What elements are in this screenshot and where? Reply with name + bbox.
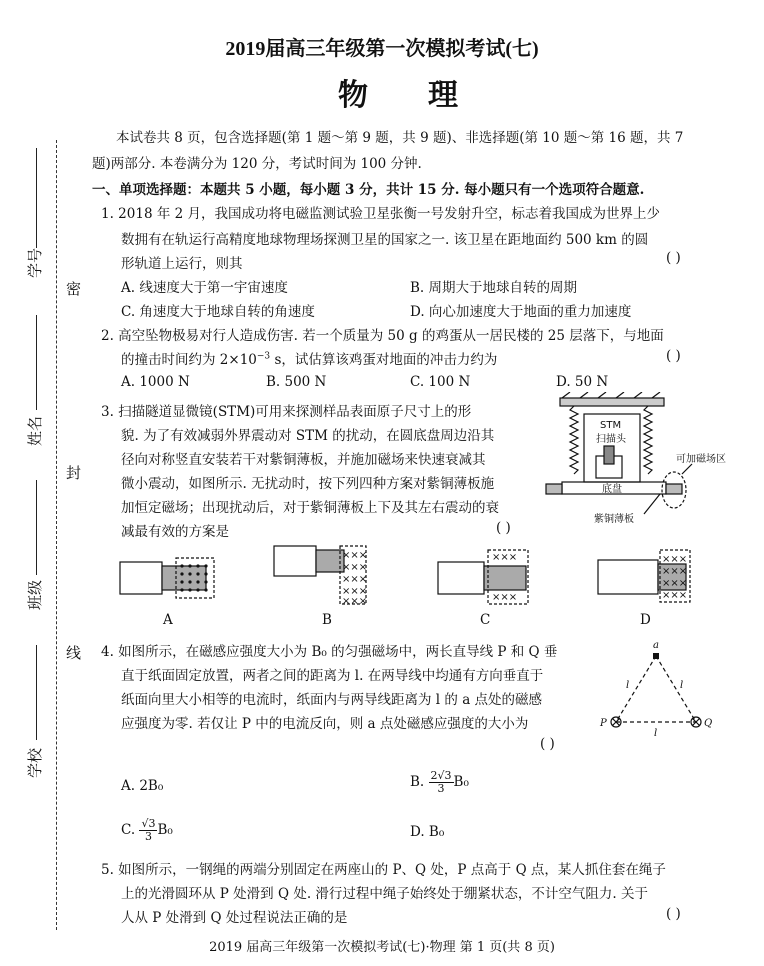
q4-option-b (410, 770, 469, 795)
q4-option-c (121, 818, 173, 843)
svg-text:×××: ××× (662, 566, 688, 577)
q2-line-2b: s，试估算该鸡蛋对地面的冲击力约为 (270, 352, 498, 368)
intro-line-2: 题)两部分. 本卷满分为 120 分，考试时间为 100 分钟. (92, 156, 422, 172)
svg-text:×××: ××× (662, 590, 688, 601)
q4-answer-paren: ( ) (540, 736, 555, 752)
class-underline (36, 480, 37, 575)
intro-line-1: 本试卷共 8 页，包含选择题(第 1 题～第 9 题，共 9 题)、非选择题(第 10 题～第 16 题，共 7 (116, 130, 684, 146)
q4-option-c-prefix: C. (121, 822, 136, 838)
q2-line-2a: 的撞击时间约为 2×10 (121, 352, 257, 368)
side-l-label-bottom: l (654, 728, 658, 739)
q2-exponent: −3 (256, 351, 271, 362)
q5-answer-paren: ( ) (666, 906, 681, 922)
copper-plate-label: 紫铜薄板 (594, 514, 634, 525)
q2-option-d: D. 50 N (556, 374, 609, 390)
field-region-label: 可加磁场区 (676, 454, 726, 465)
q1-option-a: A. 线速度大于第一宇宙速度 (121, 280, 288, 296)
q3-option-a-label: A (163, 612, 173, 628)
point-q-label: Q (704, 718, 713, 729)
side-l-label-left: l (626, 680, 630, 691)
q2-option-b: B. 500 N (266, 374, 327, 390)
student-id-underline (36, 148, 37, 248)
q1-answer-paren: ( ) (666, 250, 681, 266)
q2-option-a: A. 1000 N (121, 374, 190, 390)
q1-option-c: C. 角速度大于地球自转的角速度 (121, 304, 315, 320)
exam-title: 2019届高三年级第一次模拟考试(七) (225, 38, 539, 60)
q1-line-2: 数拥有在轨运行高精度地球物理场探测卫星的国家之一. 该卫星在距地面约 500 km 的圆 (121, 232, 649, 248)
svg-text:×××: ××× (342, 574, 368, 585)
page-footer: 2019 届高三年级第一次模拟考试(七)·物理 第 1 页(共 8 页) (209, 940, 555, 955)
stm-label: STM (600, 420, 622, 431)
svg-text:×××: ××× (342, 596, 368, 607)
q3-option-b-label: B (322, 612, 332, 628)
point-a-label: a (653, 640, 659, 651)
q3-line-3: 径向对称竖直安装若干对紫铜薄板，并施加磁场来快速衰减其 (121, 452, 486, 468)
q4-option-c-denominator: 3 (144, 830, 152, 843)
q4-option-c-numerator: √3 (141, 817, 156, 830)
side-l-label-right: l (680, 680, 684, 691)
section-heading: 一、单项选择题：本题共 5 小题，每小题 3 分，共计 15 分. 每小题只有一个选项符合题意. (92, 182, 645, 198)
svg-text:×××: ××× (342, 562, 368, 573)
q4-line-3: 纸面向里大小相等的电流时，纸面内与两导线距离为 l 的 a 点处的磁感 (121, 692, 543, 708)
q4-option-c-fraction (139, 818, 157, 843)
q1-option-b: B. 周期大于地球自转的周期 (410, 280, 578, 296)
q3-answer-paren: ( ) (496, 520, 511, 536)
q3-option-b-figure (272, 542, 372, 608)
q4-option-d: D. B₀ (410, 824, 445, 840)
svg-text:×××: ××× (492, 552, 518, 563)
name-label: 姓名 (26, 415, 44, 446)
q4-option-b-denominator: 3 (437, 782, 445, 795)
svg-text:×××: ××× (662, 554, 688, 565)
svg-text:×××: ××× (342, 586, 368, 597)
q3-option-d-label: D (640, 612, 651, 628)
binding-dashed-line (56, 140, 57, 930)
q4-line-2: 直于纸面固定放置，两者之间的距离为 l. 在两导线中均通有方向垂直于 (121, 668, 544, 684)
q4-option-c-suffix: B₀ (157, 822, 173, 838)
q4-option-b-prefix: B. (410, 774, 425, 790)
school-underline (36, 645, 37, 740)
base-label: 底盘 (602, 484, 622, 495)
q5-line-2: 上的光滑圆环从 P 处滑到 Q 处. 滑行过程中绳子始终处于绷紧状态，不计空气阻力. 关于 (121, 886, 648, 902)
q4-option-b-numerator: 2√3 (430, 769, 452, 782)
stm-figure (540, 392, 740, 532)
q1-line-3: 形轨道上运行，则其 (121, 256, 243, 272)
class-label: 班级 (26, 579, 44, 610)
q2-line-2 (121, 348, 497, 368)
q4-line-4: 应强度为零. 若仅让 P 中的电流反向，则 a 点处磁感应强度的大小为 (121, 716, 529, 732)
q5-line-1: 5. 如图所示，一钢绳的两端分别固定在两座山的 P、Q 处，P 点高于 Q 点，某人抓住套在绳子 (101, 862, 666, 878)
q3-line-2: 貌. 为了有效减弱外界震动对 STM 的扰动，在圆底盘周边沿其 (121, 428, 495, 444)
q4-option-a: A. 2B₀ (121, 778, 164, 794)
svg-text:×××: ××× (492, 592, 518, 603)
q3-option-c-label: C (480, 612, 491, 628)
q4-option-b-suffix: B₀ (453, 774, 469, 790)
scan-head-label: 扫描头 (596, 434, 626, 445)
q2-line-1: 2. 高空坠物极易对行人造成伤害. 若一个质量为 50 g 的鸡蛋从一居民楼的 25 层落下，与地面 (101, 328, 664, 344)
q2-option-c: C. 100 N (410, 374, 471, 390)
student-id-label: 学号 (26, 247, 44, 278)
seal-char-feng: 封 (66, 464, 82, 482)
q3-option-d-figure (596, 546, 696, 608)
q3-line-6: 减最有效的方案是 (121, 524, 229, 540)
q4-option-b-fraction (429, 770, 454, 795)
q3-option-c-figure (436, 546, 536, 608)
point-p-label: P (600, 718, 607, 729)
q3-option-a-figure (118, 548, 218, 608)
svg-text:×××: ××× (662, 578, 688, 589)
svg-text:×××: ××× (342, 550, 368, 561)
q1-line-1: 1. 2018 年 2 月，我国成功将电磁监测试验卫星张衡一号发射升空，标志着我国成为世界上少 (101, 206, 660, 222)
q3-line-5: 加恒定磁场；出现扰动后，对于紫铜薄板上下及其左右震动的衰 (121, 500, 499, 516)
seal-char-mi: 密 (66, 280, 82, 298)
seal-char-xian: 线 (66, 644, 82, 662)
school-label: 学校 (26, 747, 44, 778)
q5-line-3: 人从 P 处滑到 Q 处过程说法正确的是 (121, 910, 348, 926)
q1-option-d: D. 向心加速度大于地面的重力加速度 (410, 304, 632, 320)
name-underline (36, 315, 37, 410)
q3-line-4: 微小震动，如图所示. 无扰动时，按下列四种方案对紫铜薄板施 (121, 476, 495, 492)
q4-triangle-figure (598, 636, 718, 746)
q2-answer-paren: ( ) (666, 348, 681, 364)
subject-title: 物理 (338, 78, 518, 113)
q3-line-1: 3. 扫描隧道显微镜(STM)可用来探测样品表面原子尺寸上的形 (101, 404, 472, 420)
q4-line-1: 4. 如图所示，在磁感应强度大小为 B₀ 的匀强磁场中，两长直导线 P 和 Q 垂 (101, 644, 558, 660)
